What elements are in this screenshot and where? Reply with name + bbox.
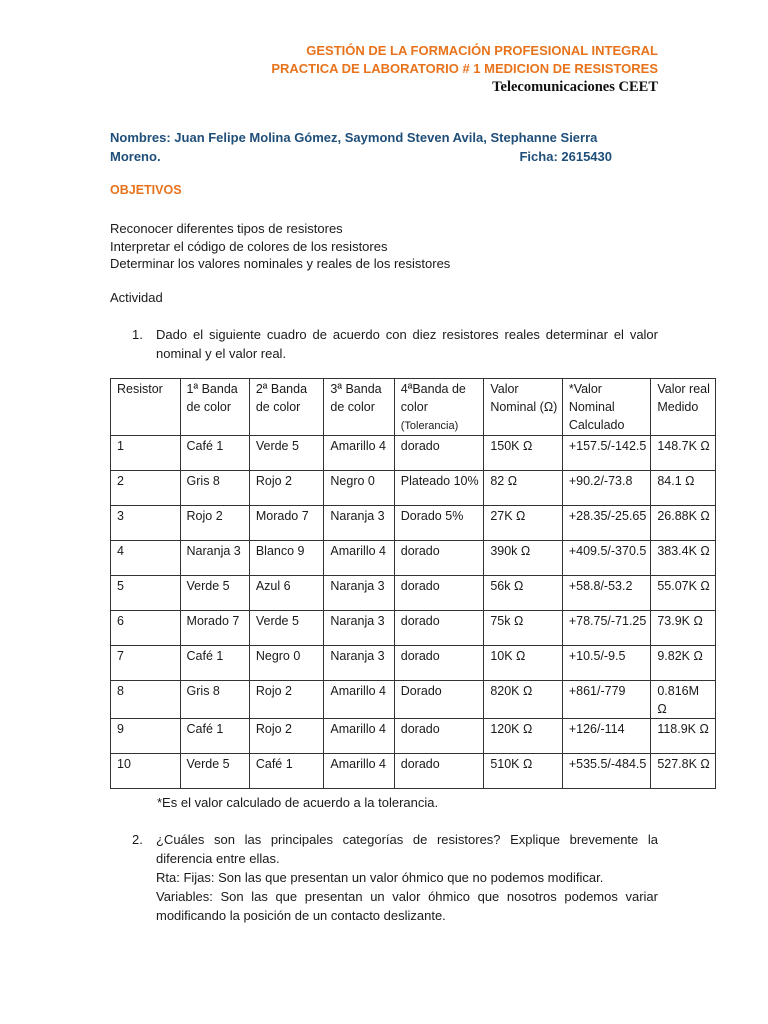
objective-item: Interpretar el código de colores de los resistores — [110, 238, 388, 254]
question-1 — [110, 325, 658, 363]
names-line: Nombres: Juan Felipe Molina Gómez, Saymond Steven Avila, Stephanne Sierra — [110, 130, 598, 145]
table-cell: 8 — [111, 681, 181, 719]
table-cell: Café 1 — [180, 719, 249, 754]
activity-heading: Actividad — [110, 290, 163, 305]
table-cell: Verde 5 — [180, 754, 249, 789]
header-cell-sub: (Tolerancia) — [400, 420, 459, 432]
table-cell: 390k Ω — [484, 541, 563, 576]
table-cell: Amarillo 4 — [324, 541, 394, 576]
objectives-heading: OBJETIVOS — [110, 183, 182, 197]
table-cell: Negro 0 — [249, 646, 324, 681]
names-line-2 — [110, 147, 612, 166]
table-row — [111, 436, 716, 471]
table-cell: Verde 5 — [249, 436, 324, 471]
question-2 — [110, 830, 658, 925]
table-cell: 118.9K Ω — [651, 719, 716, 754]
objective-item: Determinar los valores nominales y reales de los resistores — [110, 256, 451, 271]
header-cell: 1ª Banda de color — [180, 379, 249, 436]
table-cell: dorado — [394, 541, 484, 576]
table-cell: Naranja 3 — [180, 541, 249, 576]
header-cell: Valor Nominal (Ω) — [484, 379, 563, 436]
table-cell: Amarillo 4 — [324, 754, 394, 789]
table-cell: Naranja 3 — [324, 611, 394, 646]
table-cell: 820K Ω — [484, 681, 563, 719]
header-cell: *Valor Nominal Calculado — [562, 379, 651, 436]
table-cell: Dorado 5% — [394, 506, 484, 541]
table-cell: 0.816M Ω — [651, 681, 716, 719]
table-footnote: *Es el valor calculado de acuerdo a la tolerancia. — [157, 795, 439, 810]
table-cell: 82 Ω — [484, 471, 563, 506]
table-cell: Rojo 2 — [249, 719, 324, 754]
table-cell: +861/-779 — [562, 681, 651, 719]
table-cell: Plateado 10% — [394, 471, 484, 506]
table-cell: +535.5/-484.5 — [562, 754, 651, 789]
resistor-table — [110, 378, 716, 789]
names-continuation: Moreno. — [110, 149, 161, 164]
header-cell-text: 4ªBanda de color — [400, 382, 466, 414]
table-cell: +78.75/-71.25 — [562, 611, 651, 646]
table-cell: +58.8/-53.2 — [562, 576, 651, 611]
table-cell: +10.5/-9.5 — [562, 646, 651, 681]
objective-item: Reconocer diferentes tipos de resistores — [110, 221, 343, 236]
table-cell: +90.2/-73.8 — [562, 471, 651, 506]
table-cell: Café 1 — [180, 646, 249, 681]
table-cell: 3 — [111, 506, 181, 541]
table-cell: 75k Ω — [484, 611, 563, 646]
table-row — [111, 611, 716, 646]
table-cell: 7 — [111, 646, 181, 681]
table-cell: dorado — [394, 754, 484, 789]
table-cell: +409.5/-370.5 — [562, 541, 651, 576]
table-cell: Rojo 2 — [249, 681, 324, 719]
objectives-list — [110, 220, 450, 273]
table-cell: dorado — [394, 576, 484, 611]
question-number: 2. — [132, 832, 143, 847]
ficha-number: Ficha: 2615430 — [519, 149, 612, 164]
table-cell: dorado — [394, 646, 484, 681]
table-cell: 4 — [111, 541, 181, 576]
header-cell: 3ª Banda de color — [324, 379, 394, 436]
table-cell: 84.1 Ω — [651, 471, 716, 506]
header-cell: 2ª Banda de color — [249, 379, 324, 436]
table-cell: 5 — [111, 576, 181, 611]
table-cell: Café 1 — [180, 436, 249, 471]
table-cell: Morado 7 — [249, 506, 324, 541]
table-cell: 9 — [111, 719, 181, 754]
table-cell: Naranja 3 — [324, 506, 394, 541]
document-header — [271, 42, 658, 96]
table-cell: Verde 5 — [180, 576, 249, 611]
table-row — [111, 541, 716, 576]
table-cell: 148.7K Ω — [651, 436, 716, 471]
table-cell: Blanco 9 — [249, 541, 324, 576]
table-cell: Rojo 2 — [180, 506, 249, 541]
table-cell: 6 — [111, 611, 181, 646]
question-number: 1. — [132, 327, 143, 342]
table-cell: Amarillo 4 — [324, 719, 394, 754]
table-body — [111, 436, 716, 789]
table-row — [111, 471, 716, 506]
table-row — [111, 754, 716, 789]
header-title: GESTIÓN DE LA FORMACIÓN PROFESIONAL INTEGRAL — [306, 43, 658, 58]
table-cell: 27K Ω — [484, 506, 563, 541]
table-header-row — [111, 379, 716, 436]
table-cell: 1 — [111, 436, 181, 471]
table-cell: 9.82K Ω — [651, 646, 716, 681]
header-cell: Valor real Medido — [651, 379, 716, 436]
table-cell: Rojo 2 — [249, 471, 324, 506]
table-cell: dorado — [394, 611, 484, 646]
answer-variable: Variables: Son las que presentan un valor óhmico que nosotros podemos variar modificando la posición de un contacto deslizante. — [156, 889, 658, 923]
table-cell: +157.5/-142.5 — [562, 436, 651, 471]
table-cell: Gris 8 — [180, 471, 249, 506]
table-cell: +126/-114 — [562, 719, 651, 754]
table-cell: 527.8K Ω — [651, 754, 716, 789]
table-cell: 2 — [111, 471, 181, 506]
table-cell: Morado 7 — [180, 611, 249, 646]
answer-fixed: Rta: Fijas: Son las que presentan un valor óhmico que no podemos modificar. — [156, 870, 604, 885]
table-cell: 510K Ω — [484, 754, 563, 789]
table-cell: 150K Ω — [484, 436, 563, 471]
table-cell: Naranja 3 — [324, 576, 394, 611]
table-cell: dorado — [394, 436, 484, 471]
table-cell: 10 — [111, 754, 181, 789]
table-cell: Azul 6 — [249, 576, 324, 611]
table-cell: Amarillo 4 — [324, 681, 394, 719]
table-cell: 383.4K Ω — [651, 541, 716, 576]
table-row — [111, 719, 716, 754]
table-cell: 26.88K Ω — [651, 506, 716, 541]
header-cell: Resistor — [111, 379, 181, 436]
table-cell: dorado — [394, 719, 484, 754]
table-row — [111, 576, 716, 611]
table-cell: Gris 8 — [180, 681, 249, 719]
question-text: ¿Cuáles son las principales categorías de resistores? Explique brevemente la diferencia entre ellas. — [156, 832, 658, 866]
table-cell: Café 1 — [249, 754, 324, 789]
table-cell: Dorado — [394, 681, 484, 719]
table-cell: 10K Ω — [484, 646, 563, 681]
table-cell: Amarillo 4 — [324, 436, 394, 471]
table-cell: 56k Ω — [484, 576, 563, 611]
question-text: Dado el siguiente cuadro de acuerdo con diez resistores reales determinar el valor nominal y el valor real. — [156, 327, 658, 361]
table-cell: Naranja 3 — [324, 646, 394, 681]
header-program: Telecomunicaciones CEET — [492, 79, 658, 95]
table-cell: Negro 0 — [324, 471, 394, 506]
header-cell — [394, 379, 484, 436]
table-cell: +28.35/-25.65 — [562, 506, 651, 541]
table-row — [111, 681, 716, 719]
table-cell: Verde 5 — [249, 611, 324, 646]
table-row — [111, 506, 716, 541]
header-subtitle: PRACTICA DE LABORATORIO # 1 MEDICION DE RESISTORES — [271, 61, 658, 76]
table-cell: 55.07K Ω — [651, 576, 716, 611]
table-row — [111, 646, 716, 681]
table-cell: 120K Ω — [484, 719, 563, 754]
student-names — [110, 128, 658, 166]
table-cell: 73.9K Ω — [651, 611, 716, 646]
